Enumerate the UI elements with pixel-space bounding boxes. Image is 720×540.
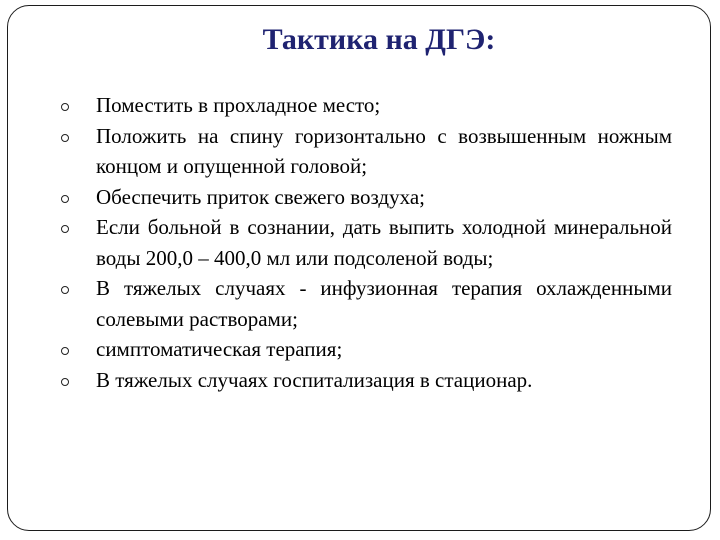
list-item-text: Обеспечить приток свежего воздуха; (96, 184, 425, 209)
list-item-text: В тяжелых случаях - инфузионная терапия охлажденными солевыми растворами; (96, 276, 672, 331)
list-item-text: Поместить в прохладное место; (96, 93, 381, 117)
list-item (60, 273, 672, 334)
slide-title-text: Тактика на ДГЭ: (262, 23, 496, 56)
slide-title (0, 20, 720, 60)
bullet-circle-icon (61, 103, 69, 111)
bullet-circle-icon (61, 134, 69, 142)
list-item-text: Если больной в сознании, дать выпить холодной минеральной воды 200,0 – 400,0 мл или подсоленой воды; (96, 215, 672, 270)
bullet-circle-icon (61, 225, 69, 233)
bullet-circle-icon (61, 286, 69, 294)
bullet-list (60, 90, 672, 395)
list-item-text: симптоматическая терапия; (96, 337, 343, 361)
bullet-circle-icon (61, 378, 69, 386)
list-item (60, 90, 672, 121)
bullet-circle-icon (61, 347, 69, 355)
list-item (60, 212, 672, 273)
list-item (60, 365, 672, 396)
list-item (60, 182, 672, 213)
list-item (60, 121, 672, 182)
list-item-text: В тяжелых случаях госпитализация в стационар. (96, 367, 533, 392)
list-item (60, 334, 672, 365)
bullet-circle-icon (61, 195, 69, 203)
list-item-text: Положить на спину горизонтально с возвышенным ножным концом и опущенной головой; (96, 123, 672, 178)
